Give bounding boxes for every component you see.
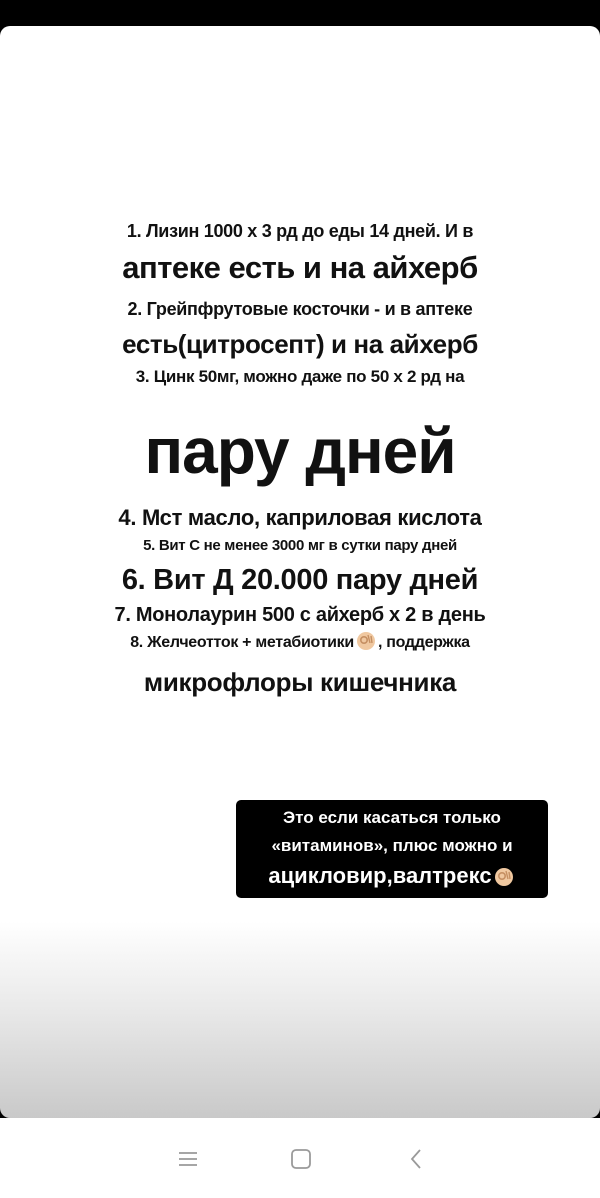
story-line-2: аптеке есть и на айхерб: [122, 250, 478, 285]
ok-hand-emoji-icon: [494, 867, 514, 887]
story-card[interactable]: [0, 26, 600, 1118]
story-line-11: [0, 630, 600, 656]
status-bar: [0, 0, 600, 26]
navigation-bar: [0, 1118, 600, 1198]
story-text-block: [0, 216, 600, 704]
story-line-11-start: 8. Желчеотток + метабиотики: [130, 634, 354, 651]
story-line-11-end: , поддержка: [377, 634, 470, 651]
caption-line-3: [236, 860, 548, 892]
story-line-1: 1. Лизин 1000 х 3 рд до еды 14 дней. И в: [126, 221, 474, 241]
story-line-3: 2. Грейпфрутовые косточки - и в аптеке: [127, 299, 473, 319]
story-line-10: 7. Монолаурин 500 с айхерб х 2 в день: [114, 604, 486, 626]
caption-box: [236, 800, 548, 898]
story-line-12: микрофлоры кишечника: [143, 667, 457, 697]
story-line-7: 4. Мст масло, каприловая кислота: [118, 505, 482, 530]
story-line-8: 5. Вит С не менее 3000 мг в сутки пару дней: [143, 537, 457, 554]
caption-line-3-text: ацикловир,валтрекс: [268, 863, 492, 888]
back-button[interactable]: [401, 1144, 431, 1174]
ok-hand-emoji-icon: [356, 631, 376, 651]
home-button[interactable]: [286, 1144, 316, 1174]
caption-line-1: Это если касаться только: [283, 808, 501, 827]
caption-line-2: «витаминов», плюс можно и: [271, 836, 513, 855]
story-line-4: есть(цитросепт) и на айхерб: [122, 329, 478, 359]
story-line-6: пару дней: [144, 415, 456, 487]
menu-icon: [177, 1149, 199, 1169]
story-line-5: 3. Цинк 50мг, можно даже по 50 х 2 рд на: [135, 367, 465, 386]
back-chevron-icon: [408, 1147, 424, 1171]
story-line-9: 6. Вит Д 20.000 пару дней: [121, 564, 479, 596]
menu-button[interactable]: [173, 1144, 203, 1174]
home-square-icon: [290, 1148, 312, 1170]
